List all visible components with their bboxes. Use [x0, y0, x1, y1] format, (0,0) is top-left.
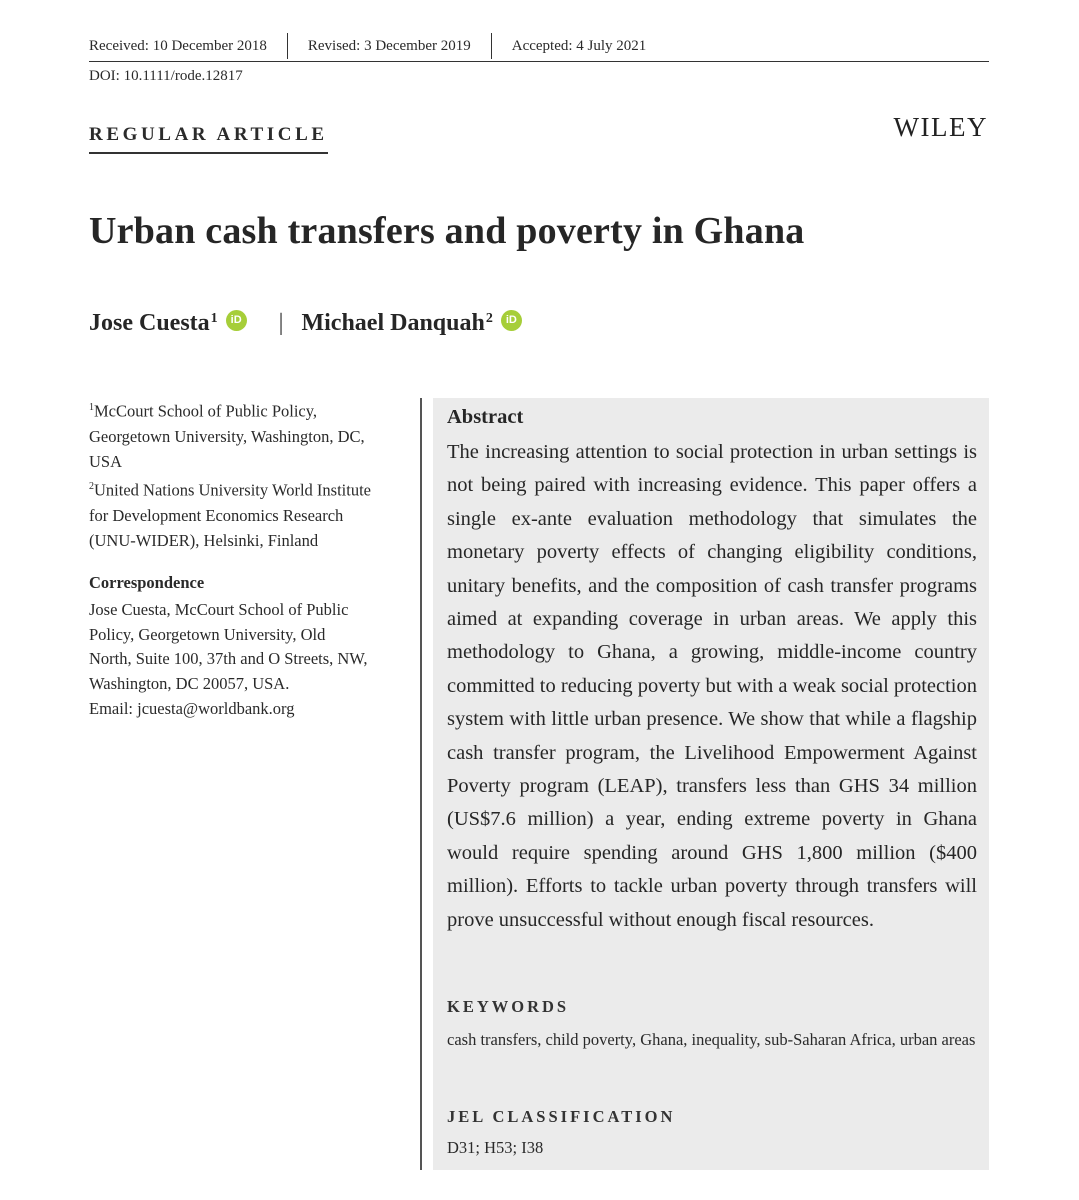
correspondence-line: North, Suite 100, 37th and O Streets, NW, — [89, 649, 368, 669]
orcid-icon[interactable]: iD — [226, 310, 247, 331]
article-dates — [89, 35, 646, 57]
affiliation-number: 2 — [89, 481, 94, 492]
keywords-heading: KEYWORDS — [447, 997, 570, 1016]
correspondence-line: Jose Cuesta, McCourt School of Public — [89, 600, 349, 619]
abstract-heading: Abstract — [447, 406, 524, 428]
paper-title: Urban cash transfers and poverty in Ghana — [89, 210, 805, 252]
correspondence-heading: Correspondence — [89, 573, 205, 592]
publisher-logo: WILEY — [893, 112, 988, 142]
revised-date: Revised: 3 December 2019 — [307, 37, 471, 54]
affiliation-1 — [89, 395, 409, 474]
affiliation-line: USA — [89, 451, 123, 471]
affiliation-number: 1 — [89, 402, 94, 413]
affiliation-marker: 1 — [210, 311, 218, 326]
correspondence-details — [89, 598, 409, 722]
column-divider — [420, 398, 422, 1170]
divider — [287, 33, 288, 59]
affiliation-line: McCourt School of Public Policy, — [94, 401, 318, 421]
orcid-icon[interactable]: iD — [501, 310, 522, 331]
author-name[interactable]: Michael Danquah — [301, 309, 485, 336]
affiliation-line: United Nations University World Institute — [94, 480, 372, 500]
doi[interactable]: DOI: 10.1111/rode.12817 — [89, 68, 243, 84]
received-date: Received: 10 December 2018 — [89, 37, 267, 54]
jel-codes: D31; H53; I38 — [447, 1138, 544, 1157]
keywords-text: cash transfers, child poverty, Ghana, inequality, sub-Saharan Africa, urban areas — [447, 1030, 976, 1049]
author-separator: | — [278, 309, 284, 336]
affiliation-2 — [89, 474, 409, 553]
article-type: REGULAR ARTICLE — [89, 124, 328, 154]
jel-heading: JEL CLASSIFICATION — [447, 1107, 676, 1126]
correspondence-line: Policy, Georgetown University, Old — [89, 624, 326, 644]
correspondence-email[interactable]: Email: jcuesta@worldbank.org — [89, 698, 295, 718]
header-rule — [89, 61, 989, 62]
correspondence-line: Washington, DC 20057, USA. — [89, 674, 290, 694]
author-name[interactable]: Jose Cuesta — [89, 309, 210, 336]
author-list — [89, 303, 522, 343]
divider — [491, 33, 492, 59]
accepted-date: Accepted: 4 July 2021 — [511, 37, 647, 54]
abstract-text: The increasing attention to social protection in urban settings is not being paired with increasing evidence. This paper offers a single ex-ante evaluation methodology that simulates the monetary poverty effects of changing eligibility conditions, unitary benefits, and the composition of cash transfer programs aimed at expanding coverage in urban areas. We apply this methodology to Ghana, a growing, middle-income country committed to reducing poverty but with a weak social protection system with little urban presence. We show that while a flagship cash transfer program, the Livelihood Empowerment Against Poverty program (LEAP), transfers less than GHS 34 million (US$7.6 million) a year, ending extreme poverty in Ghana would require spending around GHS 1,800 million ($400 million). Efforts to tackle urban poverty through transfers will prove unsuccessful without enough fiscal resources. — [447, 441, 978, 931]
affiliation-marker: 2 — [485, 311, 493, 326]
affiliation-line: (UNU-WIDER), Helsinki, Finland — [89, 530, 319, 550]
affiliation-line: Georgetown University, Washington, DC, — [89, 426, 365, 446]
affiliation-line: for Development Economics Research — [89, 505, 344, 525]
